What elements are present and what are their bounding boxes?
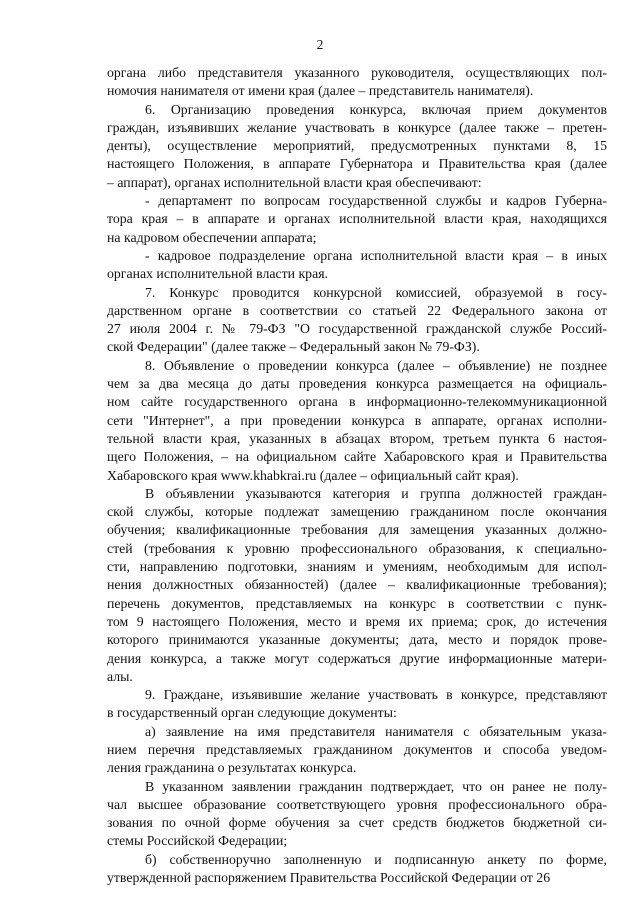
paragraph: [107, 284, 607, 357]
text-line: ления гражданина о результатах конкурса.: [107, 760, 357, 776]
text-line: органа либо представителя указанного руководителя, осуществляющих пол-: [107, 65, 607, 80]
text-line: 7. Конкурс проводится конкурсной комиссией, образуемой в госу-: [145, 284, 607, 300]
text-line: утвержденной распоряжением Правительства Российской Федерации от 26: [107, 870, 551, 886]
text-line: тора края – в аппарате и органах исполнительной власти края, находящихся: [107, 211, 607, 227]
paragraph: [107, 778, 607, 851]
text-line: чал высшее образование соответствующего уровня профессионального обра-: [107, 796, 607, 812]
text-line: – аппарат), органах исполнительной власти края обеспечивают:: [107, 174, 482, 190]
text-line: стемы Российской Федерации;: [107, 833, 288, 849]
paragraph: [107, 247, 607, 284]
paragraph: [107, 851, 607, 888]
text-line: ской службы, которые подлежат замещению гражданином после окончания: [107, 504, 607, 520]
text-line: щего Положения, – на официальном сайте Хабаровского края и Правительства: [107, 449, 607, 465]
paragraph: [107, 686, 607, 723]
text-line: зования по очной форме обучения за счет средств бюджетов бюджетной си-: [107, 815, 607, 831]
text-line: в государственный орган следующие документы:: [107, 705, 397, 721]
text-line: которого принимаются указанные документы; дата, место и порядок прове-: [107, 632, 607, 648]
text-line: сети "Интернет", а при проведении конкурса в аппарате, органах исполни-: [107, 412, 607, 428]
page-number: 2: [316, 37, 324, 52]
text-line: том 9 настоящего Положения, место и время их приема; срок, до истечения: [107, 613, 607, 629]
text-line: настоящего Положения, в аппарате Губернатора и Правительства края (далее: [107, 156, 607, 172]
text-line: органах исполнительной власти края.: [107, 266, 328, 282]
text-line: стей (требования к уровню профессионального образования, к специально-: [107, 540, 607, 556]
document-body: [107, 64, 607, 887]
text-line: - департамент по вопросам государственной службы и кадров Губерна-: [145, 193, 607, 209]
paragraph: [107, 101, 607, 192]
text-line: чем за два месяца до даты проведения конкурса размещается на официаль-: [107, 376, 607, 392]
text-line: б) собственноручно заполненную и подписанную анкету по форме,: [145, 851, 607, 867]
text-line: денты), осуществление мероприятий, предусмотренных пунктами 8, 15: [107, 138, 607, 154]
text-line: ном сайте государственного органа в информационно-телекоммуникационной: [107, 394, 607, 410]
text-line: 27 июля 2004 г. № 79-ФЗ "О государственной гражданской службе Россий-: [107, 321, 607, 337]
text-line: 9. Граждане, изъявившие желание участвовать в конкурсе, представляют: [145, 687, 607, 703]
paragraph: [107, 357, 607, 485]
paragraph: [107, 64, 607, 101]
text-line: дарственном органе в соответствии со статьей 22 Федерального закона от: [107, 302, 607, 318]
text-line: тельной власти края, указанных в абзацах втором, третьем пункта 6 настоя-: [107, 430, 607, 446]
text-line: номочия нанимателя от имени края (далее – представитель нанимателя).: [107, 83, 534, 99]
paragraph: [107, 192, 607, 247]
text-line: перечень документов, представляемых на конкурс в соответствии с пунк-: [107, 595, 607, 611]
text-line: В объявлении указываются категория и группа должностей граждан-: [145, 485, 607, 501]
text-line: 6. Организацию проведения конкурса, включая прием документов: [145, 101, 607, 117]
text-line: алы.: [107, 668, 133, 684]
text-line: 8. Объявление о проведении конкурса (далее – объявление) не позднее: [145, 357, 607, 373]
text-line: В указанном заявлении гражданин подтверждает, что он ранее не полу-: [145, 778, 607, 794]
text-line: а) заявление на имя представителя нанимателя с обязательным указа-: [145, 723, 607, 739]
text-line: дения конкурса, а также могут содержаться другие информационные матери-: [107, 650, 607, 666]
text-line: ской Федерации" (далее также – Федеральный закон № 79-ФЗ).: [107, 339, 480, 355]
paragraph: [107, 485, 607, 686]
text-line: сти, направлению подготовки, знаниям и умениям, необходимым для испол-: [107, 559, 607, 575]
paragraph: [107, 723, 607, 778]
text-line: нием перечня представляемых гражданином документов и способа уведом-: [107, 741, 607, 757]
text-line: нения должностных обязанностей) (далее – квалификационные требования);: [107, 577, 607, 593]
text-line: Хабаровского края www.khabkrai.ru (далее – официальный сайт края).: [107, 467, 519, 483]
text-line: обучения; квалификационные требования для замещения указанных должно-: [107, 522, 607, 538]
text-line: - кадровое подразделение органа исполнительной власти края – в иных: [145, 247, 607, 263]
text-line: граждан, изъявивших желание участвовать в конкурсе (далее также – претен-: [107, 119, 607, 135]
text-line: на кадровом обеспечении аппарата;: [107, 229, 317, 245]
